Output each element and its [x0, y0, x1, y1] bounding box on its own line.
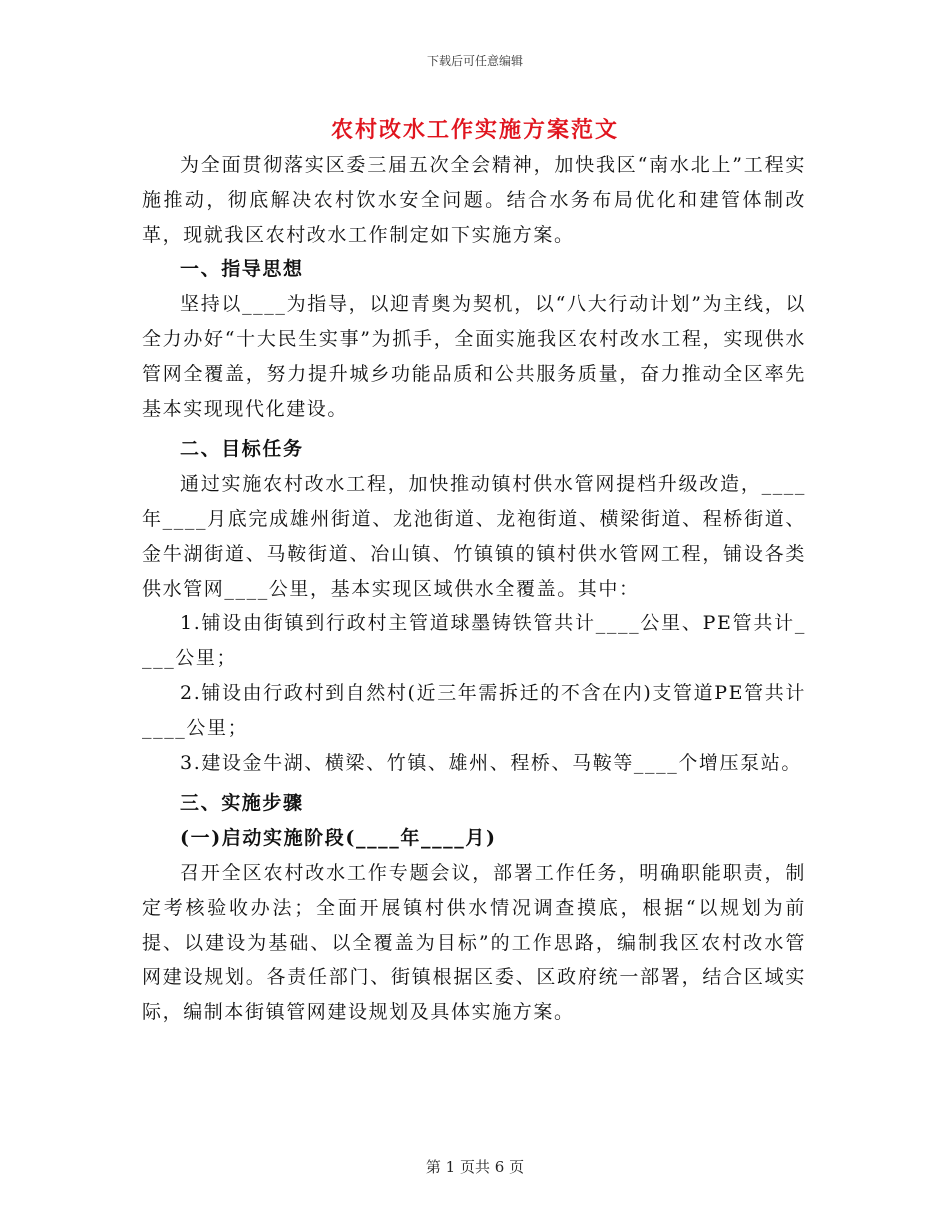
section-2-paragraph: 通过实施农村改水工程，加快推动镇村供水管网提档升级改造，____年____月底完成雄州街道、龙池街道、龙袍街道、横梁街道、程桥街道、金牛湖街道、马鞍街道、冶山镇、竹镇镇的镇村供水管网工程，铺设各类供水管网____公里，基本实现区域供水全覆盖。其中： [142, 473, 806, 600]
section-3-heading: 三、实施步骤 [180, 792, 304, 815]
document-body [142, 148, 806, 1030]
page-footer: 第 1 页共 6 页 [425, 1158, 525, 1176]
document-title: 农村改水工作实施方案范文 [330, 117, 619, 143]
list-item-2: 2.铺设由行政村到自然村(近三年需拆迁的不含在内)支管道PE管共计____公里； [142, 681, 806, 739]
section-1-paragraph: 坚持以____为指导，以迎青奥为契机，以“八大行动计划”为主线，以全力办好“十大民生实事”为抓手，全面实施我区农村改水工程，实现供水管网全覆盖，努力提升城乡功能品质和公共服务质量，奋力推动全区率先基本实现现代化建设。 [142, 293, 806, 420]
list-item-1: 1.铺设由街镇到行政村主管道球墨铸铁管共计____公里、PE管共计____公里； [142, 612, 806, 670]
intro-paragraph: 为全面贯彻落实区委三届五次全会精神，加快我区“南水北上”工程实施推动，彻底解决农村饮水安全问题。结合水务布局优化和建管体制改革，现就我区农村改水工作制定如下实施方案。 [142, 154, 806, 246]
list-item-3: 3.建设金牛湖、横梁、竹镇、雄州、程桥、马鞍等____个增压泵站。 [180, 751, 802, 774]
subsection-1-heading: (一)启动实施阶段(____年____月) [180, 827, 497, 850]
subsection-1-paragraph: 召开全区农村改水工作专题会议，部署工作任务，明确职能职责，制定考核验收办法；全面开展镇村供水情况调查摸底，根据“以规划为前提、以建设为基础、以全覆盖为目标”的工作思路，编制我区农村改水管网建设规划。各责任部门、街镇根据区委、区政府统一部署，结合区域实际，编制本街镇管网建设规划及具体实施方案。 [142, 861, 806, 1024]
page-header: 下载后可任意编辑 [426, 54, 523, 68]
section-1-heading: 一、指导思想 [180, 258, 304, 281]
section-2-heading: 二、目标任务 [180, 438, 304, 461]
